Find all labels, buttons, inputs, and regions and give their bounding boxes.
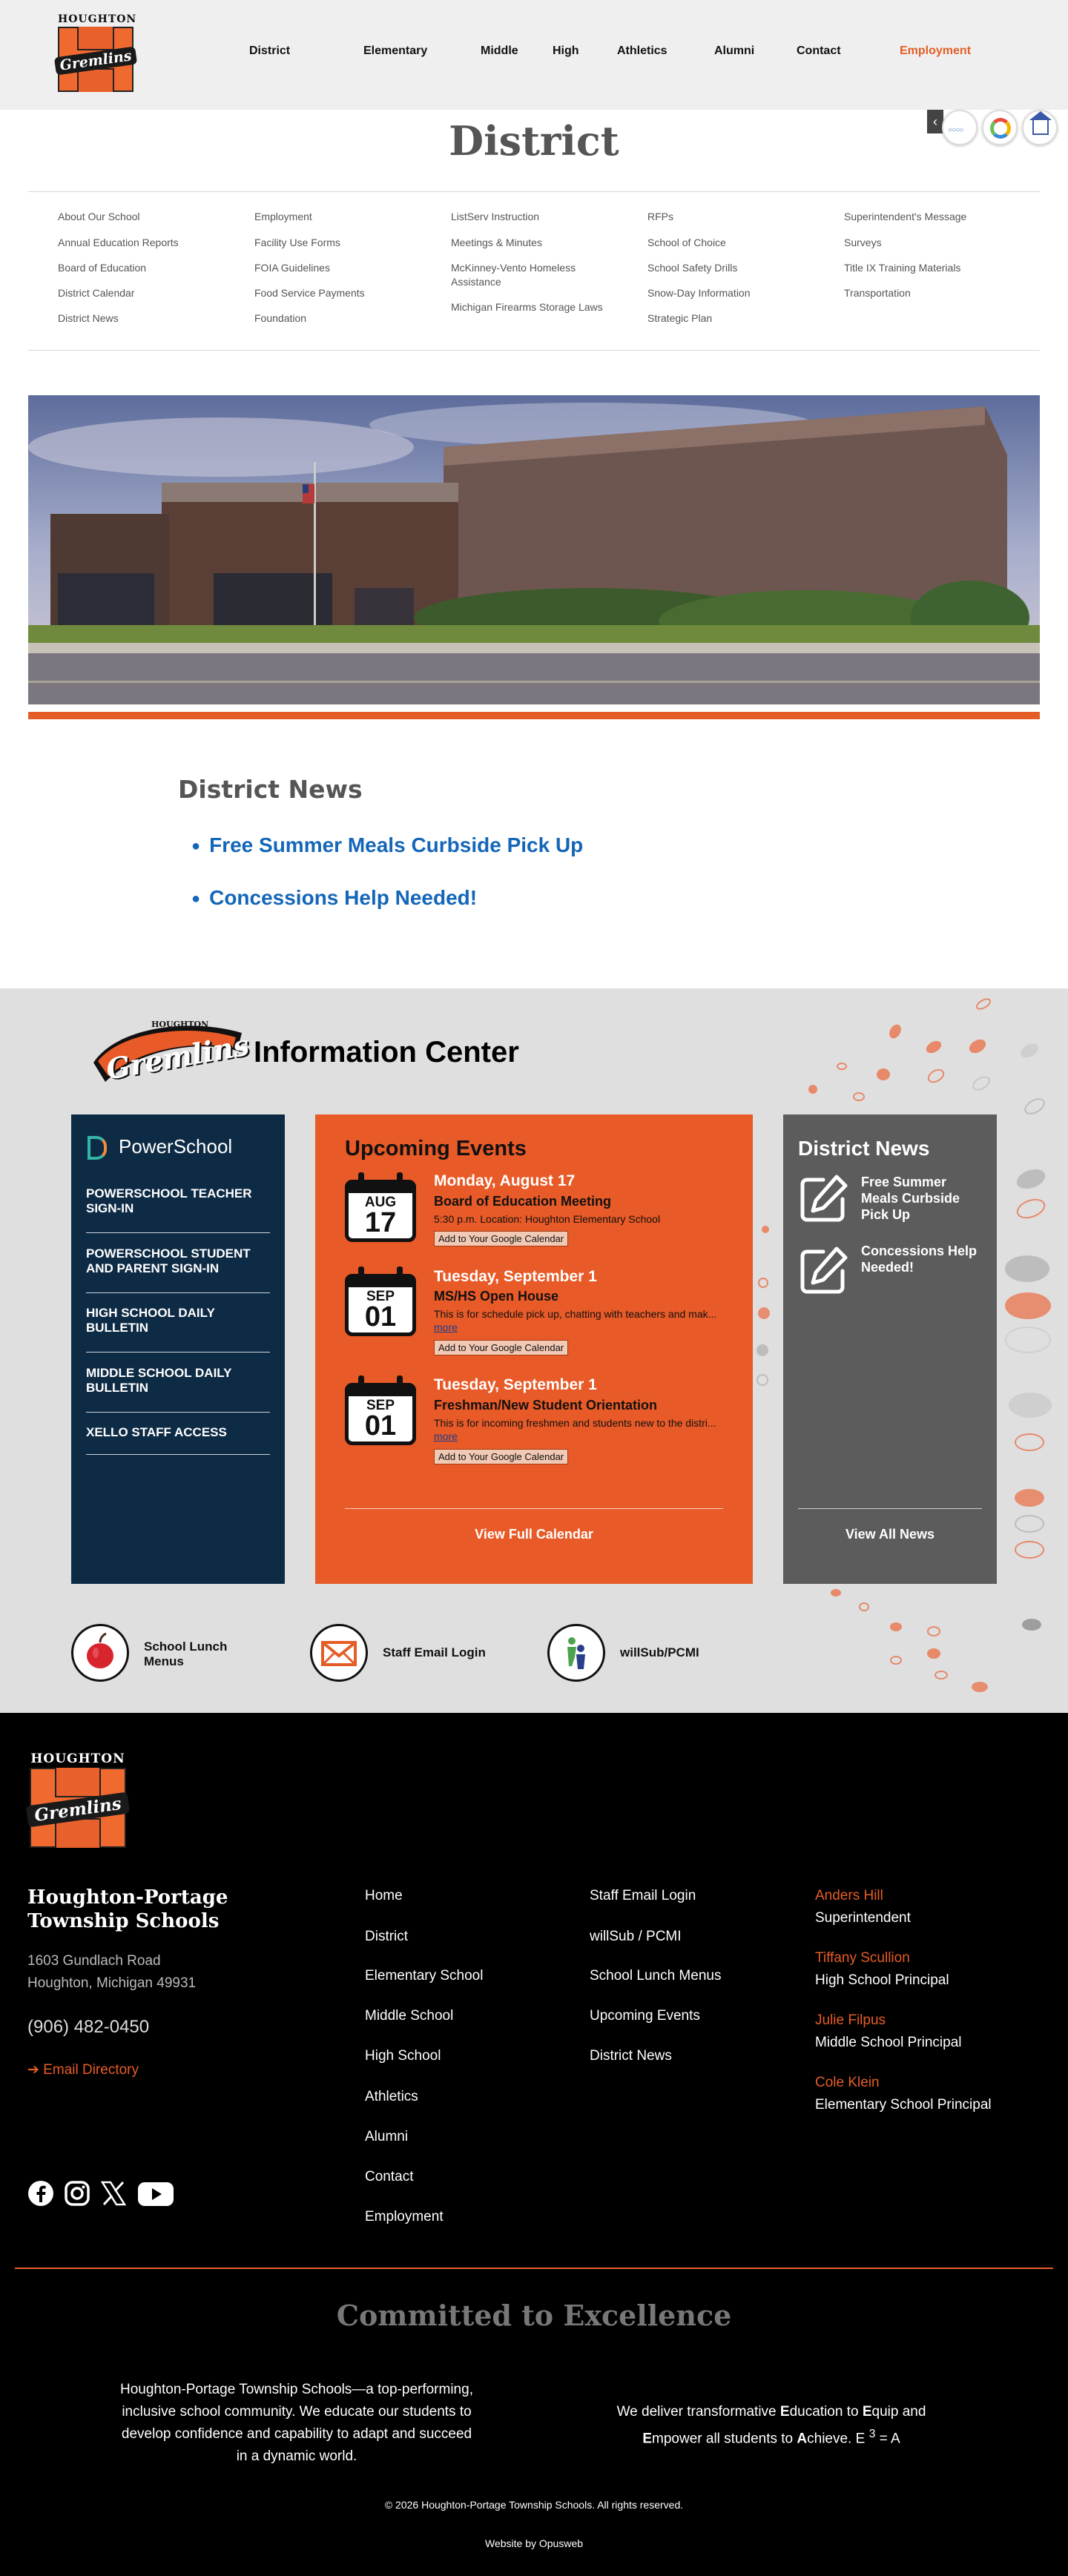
chevron-left-icon[interactable]: ‹ <box>927 110 943 133</box>
footer-logo-wordmark: HOUGHTON <box>30 1751 125 1766</box>
event-date: Monday, August 17 <box>434 1172 576 1189</box>
logo-script: Gremlins <box>54 46 137 75</box>
footer-link-alumni[interactable]: Alumni <box>365 2129 409 2144</box>
nav-alumni[interactable]: Alumni <box>714 44 755 57</box>
staff-role: Elementary School Principal <box>815 2097 992 2113</box>
calendar-icon <box>345 1266 416 1338</box>
link-transportation[interactable]: Transportation <box>844 287 911 299</box>
quick-link-label[interactable]: willSub/PCMI <box>620 1645 699 1659</box>
panel-divider <box>798 1508 982 1509</box>
event-day: 17 <box>364 1207 397 1238</box>
event-date: Tuesday, September 1 <box>434 1376 597 1393</box>
link-firearms[interactable]: Michigan Firearms Storage Laws <box>451 301 603 313</box>
footer-link-news[interactable]: District News <box>590 2048 672 2064</box>
footer-link-willsub[interactable]: willSub / PCMI <box>590 1929 682 1944</box>
district-news-panel <box>783 1114 997 1584</box>
event-description: 5:30 p.m. Location: Houghton Elementary School <box>434 1213 661 1225</box>
link-annual-reports[interactable]: Annual Education Reports <box>58 237 179 248</box>
link-surveys[interactable]: Surveys <box>844 237 882 248</box>
mission-right: We deliver transformative Education to Equip and Empower all students to Achieve. E $^3$ = A <box>616 2404 926 2447</box>
apple-icon <box>71 1624 129 1682</box>
information-center <box>0 988 1068 1713</box>
tagline: Committed to Excellence <box>336 2299 732 2332</box>
nav-middle[interactable]: Middle <box>481 44 518 57</box>
link-foia[interactable]: FOIA Guidelines <box>254 262 330 274</box>
news-item-title[interactable]: Concessions Help Needed! <box>209 886 478 909</box>
footer-link-district[interactable]: District <box>365 1929 409 1944</box>
staff-name[interactable]: Tiffany Scullion <box>815 1950 910 1966</box>
news-item-title[interactable]: Free Summer Meals Curbside Pick Up <box>209 833 584 856</box>
footer-divider <box>15 2268 1053 2269</box>
footer-link-high[interactable]: High School <box>365 2048 441 2064</box>
edit-icon <box>798 1172 850 1224</box>
powerschool-logo <box>88 1135 232 1160</box>
event-description: This is for incoming freshmen and students new to the distri... more <box>434 1417 716 1442</box>
nav-district[interactable]: District <box>249 44 291 57</box>
school-building-photo <box>28 395 1040 704</box>
link-school-choice[interactable]: School of Choice <box>647 237 726 248</box>
link-foundation[interactable]: Foundation <box>254 312 307 324</box>
event-month: AUG <box>364 1195 397 1210</box>
footer-link-lunch[interactable]: School Lunch Menus <box>590 1968 722 1984</box>
nav-high[interactable]: High <box>553 44 579 57</box>
event-name[interactable]: MS/HS Open House <box>434 1289 559 1304</box>
event-date: Tuesday, September 1 <box>434 1268 597 1285</box>
google-calendar-button[interactable]: Add to Your Google Calendar <box>434 1231 568 1246</box>
link-district-news[interactable]: District News <box>58 312 119 324</box>
panel-divider <box>86 1454 270 1455</box>
panel-divider <box>345 1508 723 1509</box>
staff-role: High School Principal <box>815 1972 949 1988</box>
powerschool-icon <box>88 1136 107 1160</box>
powerschool-link[interactable]: MIDDLE SCHOOL DAILY BULLETIN <box>86 1366 232 1395</box>
staff-role: Middle School Principal <box>815 2035 962 2050</box>
staff-name[interactable]: Julie Filpus <box>815 2012 886 2028</box>
panel-divider <box>86 1232 270 1233</box>
footer-link-events[interactable]: Upcoming Events <box>590 2008 700 2024</box>
link-strategic-plan[interactable]: Strategic Plan <box>647 312 713 324</box>
event-month: SEP <box>366 1289 395 1304</box>
address-line-1: 1603 Gundlach Road <box>27 1953 161 1969</box>
org-name: Houghton-Portage Township Schools <box>27 1886 228 1932</box>
site-footer <box>0 1713 1068 2576</box>
view-news-link[interactable]: View All News <box>845 1527 935 1542</box>
link-meetings[interactable]: Meetings & Minutes <box>451 237 542 248</box>
google-calendar-button[interactable]: Add to Your Google Calendar <box>434 1449 568 1464</box>
info-center-title: Information Center <box>254 1036 519 1069</box>
mission-left: Houghton-Portage Township Schools—a top-performing, inclusive school community. We educate our students to develop confidence and capability to adapt and succeed in a dynamic world. <box>120 2382 473 2464</box>
gremlins-logo-small: HOUGHTON <box>151 1020 209 1029</box>
logo-wordmark: HOUGHTON <box>58 13 137 25</box>
more-link[interactable]: more <box>434 1430 458 1442</box>
footer-link-elementary[interactable]: Elementary School <box>365 1968 484 1984</box>
footer-link-contact[interactable]: Contact <box>365 2169 414 2184</box>
footer-link-employment[interactable]: Employment <box>365 2209 444 2225</box>
event-day: 01 <box>364 1301 397 1332</box>
panel-divider <box>86 1292 270 1293</box>
accent-stripe <box>28 712 1040 719</box>
link-board[interactable]: Board of Education <box>58 262 147 274</box>
news-heading: District News <box>178 775 363 804</box>
events-panel <box>315 1114 753 1584</box>
nav-elementary[interactable]: Elementary <box>363 44 428 57</box>
events-title: Upcoming Events <box>345 1137 527 1160</box>
google-calendar-button[interactable]: Add to Your Google Calendar <box>434 1340 568 1355</box>
people-icon <box>547 1624 605 1682</box>
quick-link-label[interactable]: Staff Email Login <box>383 1645 486 1659</box>
edit-icon <box>798 1244 850 1296</box>
district-news-title: District News <box>798 1137 930 1160</box>
footer-link-home[interactable]: Home <box>365 1888 403 1903</box>
nav-contact[interactable]: Contact <box>797 44 841 57</box>
page-title: District <box>449 117 619 165</box>
news-link[interactable]: Concessions Help Needed! <box>861 1244 978 1275</box>
staff-name[interactable]: Cole Klein <box>815 2075 880 2090</box>
link-superintendent[interactable]: Superintendent's Message <box>844 211 967 222</box>
house-badge-icon[interactable] <box>1022 110 1058 145</box>
footer-link-middle[interactable]: Middle School <box>365 2008 454 2024</box>
powerschool-link[interactable]: XELLO STAFF ACCESS <box>86 1425 227 1439</box>
link-rfps[interactable]: RFPs <box>647 211 673 222</box>
x-icon[interactable] <box>100 2180 127 2207</box>
envelope-icon <box>310 1624 368 1682</box>
link-facility-forms[interactable]: Facility Use Forms <box>254 237 340 248</box>
link-snow-day[interactable]: Snow-Day Information <box>647 287 751 299</box>
powerschool-brand: PowerSchool <box>119 1135 233 1157</box>
link-calendar[interactable]: District Calendar <box>58 287 135 299</box>
calendar-icon <box>345 1172 416 1244</box>
powerschool-panel <box>71 1114 285 1584</box>
panel-divider <box>86 1352 270 1353</box>
event-description: This is for schedule pick up, chatting with teachers and mak... more <box>434 1308 717 1333</box>
address <box>27 1950 196 1995</box>
panel-divider <box>86 1412 270 1413</box>
staff-role: Superintendent <box>815 1910 911 1926</box>
footer-link-athletics[interactable]: Athletics <box>365 2089 418 2104</box>
site-credit[interactable]: Website by Opusweb <box>484 2537 584 2549</box>
copyright: © 2026 Houghton-Portage Township Schools. All rights reserved. <box>384 2499 684 2511</box>
nav-employment[interactable]: Employment <box>900 44 972 57</box>
footer-logo[interactable] <box>30 1751 126 1851</box>
powerschool-link[interactable]: HIGH SCHOOL DAILY BULLETIN <box>86 1306 215 1335</box>
calendar-icon <box>345 1375 416 1447</box>
powerschool-link[interactable]: POWERSCHOOL STUDENT AND PARENT SIGN-IN <box>86 1246 251 1275</box>
rainbow-badge-icon[interactable] <box>982 110 1018 145</box>
link-mckinney[interactable]: McKinney-Vento Homeless Assistance <box>451 262 576 288</box>
event-name[interactable]: Freshman/New Student Orientation <box>434 1398 658 1413</box>
link-safety-drills[interactable]: School Safety Drills <box>647 262 738 274</box>
nav-athletics[interactable]: Athletics <box>617 44 668 57</box>
link-food-payments[interactable]: Food Service Payments <box>254 287 365 299</box>
link-about[interactable]: About Our School <box>58 211 140 222</box>
powerschool-link[interactable]: POWERSCHOOL TEACHER SIGN-IN <box>86 1186 252 1215</box>
address-line-2: Houghton, Michigan 49931 <box>27 1975 197 1991</box>
news-item[interactable]: ● Free Summer Meals Curbside Pick Up <box>191 833 584 856</box>
email-directory-link[interactable]: ➔ Email Directory <box>27 2062 139 2078</box>
link-employment[interactable]: Employment <box>254 211 312 222</box>
news-item[interactable]: ● Concessions Help Needed! <box>191 886 478 909</box>
accessibility-badge-icon[interactable]: ○○○○ <box>942 110 978 145</box>
event-name[interactable]: Board of Education Meeting <box>434 1194 612 1209</box>
footer-logo-h-mark <box>30 1768 126 1848</box>
logo-h-mark <box>58 27 134 92</box>
gremlins-logo <box>89 1018 252 1086</box>
footer-link-staff-email[interactable]: Staff Email Login <box>590 1888 696 1903</box>
gremlins-logo-script: Gremlins <box>103 1028 252 1086</box>
link-listserv[interactable]: ListServ Instruction <box>451 211 540 222</box>
quick-link-label[interactable]: School Lunch Menus <box>144 1639 228 1668</box>
more-link[interactable]: more <box>434 1321 458 1333</box>
site-header <box>0 0 1068 110</box>
top-divider <box>28 191 1040 192</box>
youtube-icon[interactable] <box>137 2180 174 2207</box>
staff-name[interactable]: Anders Hill <box>815 1888 883 1903</box>
phone-number[interactable]: (906) 482-0450 <box>27 2017 150 2037</box>
event-month: SEP <box>366 1398 395 1413</box>
view-calendar-link[interactable]: View Full Calendar <box>475 1527 593 1542</box>
link-title-ix[interactable]: Title IX Training Materials <box>844 262 961 274</box>
instagram-icon[interactable] <box>64 2180 90 2207</box>
event-day: 01 <box>364 1410 397 1441</box>
footer-logo-script: Gremlins <box>26 1792 131 1828</box>
school-logo[interactable] <box>58 13 137 92</box>
bottom-divider <box>28 350 1040 351</box>
facebook-icon[interactable] <box>27 2180 54 2207</box>
news-link[interactable]: Free Summer Meals Curbside Pick Up <box>861 1175 960 1222</box>
